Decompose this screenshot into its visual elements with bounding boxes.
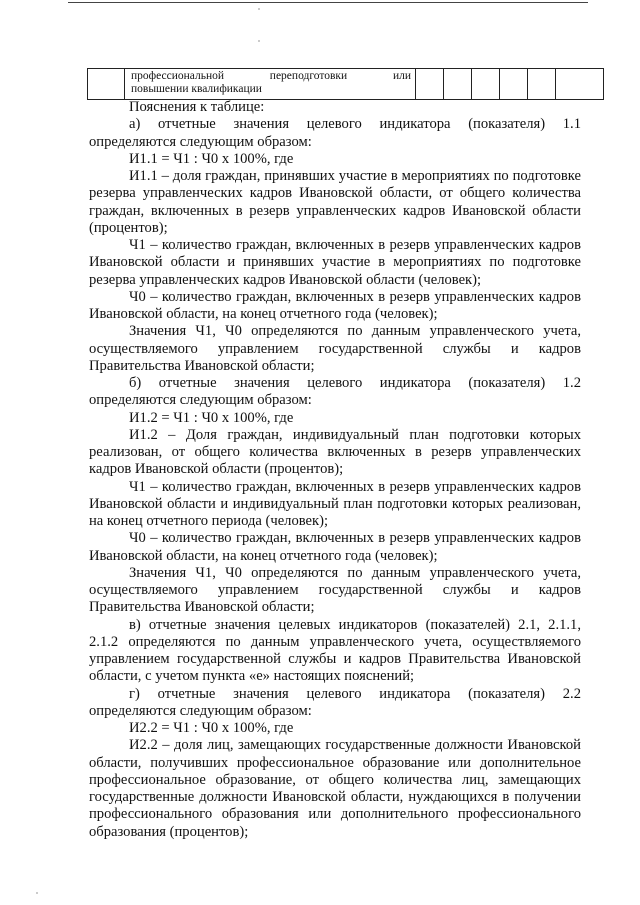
scan-speck xyxy=(36,892,38,894)
scan-speck xyxy=(258,8,260,10)
table-row xyxy=(88,69,604,100)
paragraph: И1.2 – Доля граждан, индивидуальный план подготовки которых реализован, от общего количества включенных в резерв управленческих кадров Ивановской области (процентов); xyxy=(89,426,581,478)
table-cell-value xyxy=(528,69,556,100)
explanations-heading: Пояснения к таблице: xyxy=(129,99,265,115)
paragraph: И1.1 – доля граждан, принявших участие в мероприятиях по подготовке резерва управленческих кадров Ивановской области, от общего количества граждан, включенных в резерв управленческих кадров Ивановской области (процентов); xyxy=(89,168,581,236)
paragraph: Ч1 – количество граждан, включенных в резерв управленческих кадров Ивановской области и индивидуальный план подготовки которых реализован, на конец отчетного периода (человек); xyxy=(89,478,581,529)
table-cell-number xyxy=(88,69,125,100)
paragraph: а) отчетные значения целевого индикатора (показателя) 1.1 определяются следующим образом: xyxy=(89,116,581,150)
paragraph: Ч0 – количество граждан, включенных в резерв управленческих кадров Ивановской области, на конец отчетного года (человек); xyxy=(89,288,581,322)
table-cell-value xyxy=(472,69,500,100)
table-cell-value xyxy=(500,69,528,100)
formula: И1.2 = Ч1 : Ч0 х 100%, где xyxy=(129,409,294,426)
table-cell-text-line: повышении квалификации xyxy=(131,83,262,95)
paragraph: И2.2 – доля лиц, замещающих государственные должности Ивановской области, получивших профессиональное образование или дополнительное профессиональное образование, от общего количества лиц, замещающих государственные должности Ивановской области, нуждающихся в получении профессионального образования или дополнительного профессионального образования (процентов); xyxy=(89,737,581,840)
paragraph: Значения Ч1, Ч0 определяются по данным управленческого учета, осуществляемого управлением государственной службы и кадров Правительства Ивановской области; xyxy=(89,323,581,374)
table-cell-value xyxy=(556,69,604,100)
explanations-text xyxy=(89,99,581,841)
table-cell-indicator-name xyxy=(125,69,416,100)
paragraph: Ч1 – количество граждан, включенных в резерв управленческих кадров Ивановской области и принявших участие в мероприятиях по подготовке резерва управленческих кадров Ивановской области (человек); xyxy=(89,237,581,288)
paragraph: Значения Ч1, Ч0 определяются по данным управленческого учета, осуществляемого управлением государственной службы и кадров Правительства Ивановской области; xyxy=(89,564,581,616)
paragraph: г) отчетные значения целевого индикатора (показателя) 2.2 определяются следующим образом: xyxy=(89,685,581,719)
paragraph: б) отчетные значения целевого индикатора (показателя) 1.2 определяются следующим образом: xyxy=(89,375,581,409)
formula: И1.1 = Ч1 : Ч0 х 100%, где xyxy=(129,150,294,167)
scan-speck xyxy=(258,40,260,42)
paragraph: в) отчетные значения целевых индикаторов (показателей) 2.1, 2.1.1, 2.1.2 определяются по данным управленческого учета, осуществляемого управлением государственной службы и кадров Правительства Ивановской области, с учетом пункта «е» настоящих пояснений; xyxy=(89,616,581,685)
table-cell-value xyxy=(444,69,472,100)
indicator-table-fragment xyxy=(87,68,604,100)
table-cell-text-line: профессиональной переподготовки или xyxy=(131,70,411,82)
paragraph: Ч0 – количество граждан, включенных в резерв управленческих кадров Ивановской области, на конец отчетного года (человек); xyxy=(89,530,581,564)
top-border-line xyxy=(0,0,640,5)
formula: И2.2 = Ч1 : Ч0 х 100%, где xyxy=(129,720,294,736)
table-cell-value xyxy=(416,69,444,100)
